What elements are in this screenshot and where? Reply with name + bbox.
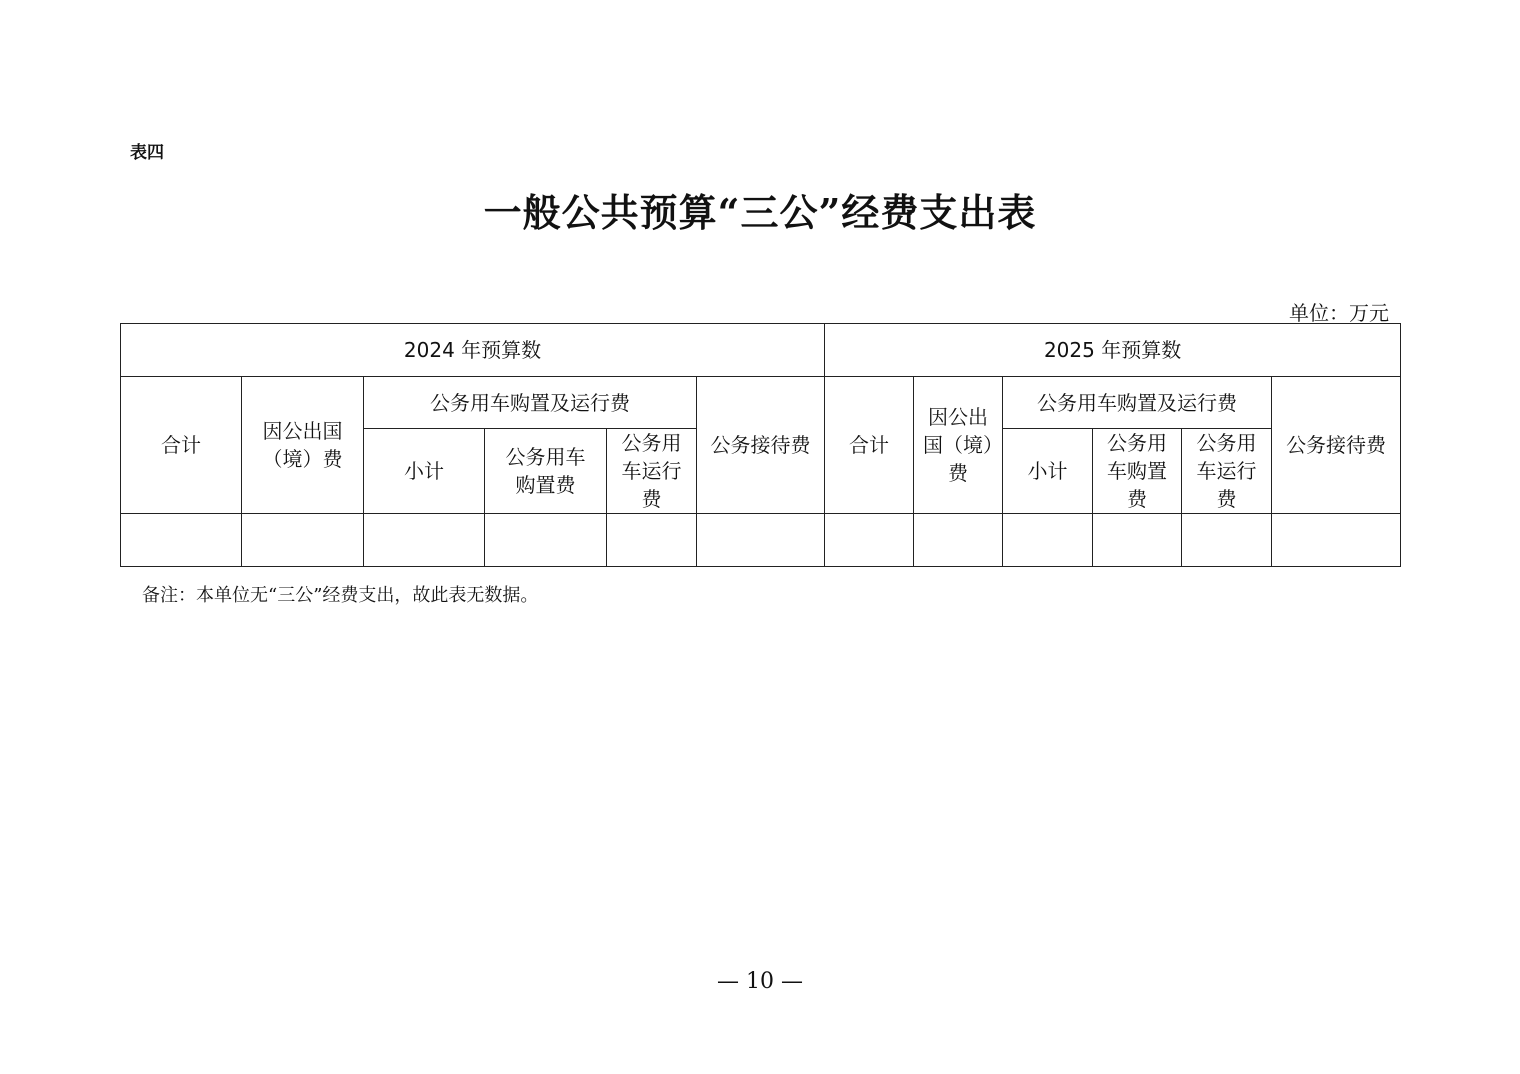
header-2025-vehicle-operation: 公务用车运行费: [1182, 429, 1272, 514]
data-cell: [607, 514, 697, 567]
header-2024-reception: 公务接待费: [697, 377, 825, 514]
data-cell: [1272, 514, 1401, 567]
header-2024-vehicle-operation: 公务用车运行费: [607, 429, 697, 514]
header-row-categories: [121, 377, 1401, 429]
year-2025-header: 2025 年预算数: [825, 324, 1401, 377]
header-2025-vehicle-group: 公务用车购置及运行费: [1003, 377, 1272, 429]
header-2024-vehicle-purchase: 公务用车购置费: [485, 429, 607, 514]
year-2024-header: 2024 年预算数: [121, 324, 825, 377]
data-cell: [242, 514, 364, 567]
data-cell: [364, 514, 485, 567]
data-cell: [1003, 514, 1093, 567]
table-note: 备注：本单位无“三公”经费支出，故此表无数据。: [142, 585, 539, 606]
header-2025-reception: 公务接待费: [1272, 377, 1401, 514]
header-row-years: [121, 324, 1401, 377]
header-2024-total: 合计: [121, 377, 242, 514]
data-cell: [697, 514, 825, 567]
header-2025-abroad: 因公出国（境）费: [914, 377, 1003, 514]
header-2025-subtotal: 小计: [1003, 429, 1093, 514]
table-row: [121, 514, 1401, 567]
data-cell: [914, 514, 1003, 567]
unit-label: 单位：万元: [1289, 301, 1389, 325]
header-2025-vehicle-purchase: 公务用车购置费: [1093, 429, 1182, 514]
header-2024-vehicle-group: 公务用车购置及运行费: [364, 377, 697, 429]
table-label: 表四: [130, 143, 164, 163]
data-cell: [485, 514, 607, 567]
header-2024-subtotal: 小计: [364, 429, 485, 514]
page-number: — 10 —: [717, 969, 803, 994]
data-cell: [121, 514, 242, 567]
header-2024-abroad: 因公出国（境）费: [242, 377, 364, 514]
data-cell: [1093, 514, 1182, 567]
budget-table: [120, 323, 1401, 567]
document-title: 一般公共预算“三公”经费支出表: [483, 190, 1037, 235]
data-cell: [1182, 514, 1272, 567]
data-cell: [825, 514, 914, 567]
header-2025-total: 合计: [825, 377, 914, 514]
